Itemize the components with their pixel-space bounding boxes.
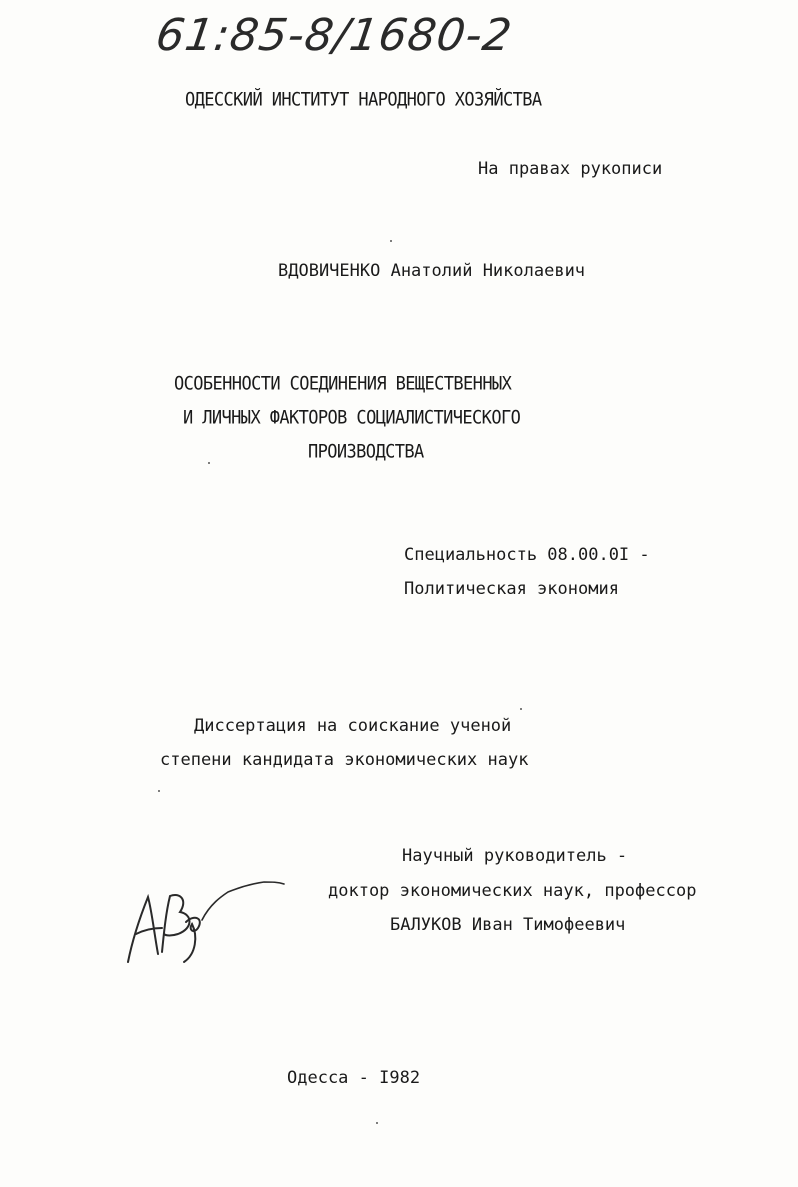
title-line-3: ПРОИЗВОДСТВА bbox=[308, 441, 424, 463]
supervisor-degree: доктор экономических наук, профессор bbox=[328, 881, 697, 901]
specialty-name: Политическая экономия bbox=[404, 579, 619, 599]
dissertation-line-1: Диссертация на соискание ученой bbox=[194, 716, 512, 736]
speck bbox=[158, 790, 160, 792]
speck bbox=[208, 462, 210, 464]
speck bbox=[390, 240, 392, 242]
institution-name: ОДЕССКИЙ ИНСТИТУТ НАРОДНОГО ХОЗЯЙСТВА bbox=[185, 89, 542, 111]
supervisor-name: БАЛУКОВ Иван Тимофеевич bbox=[390, 915, 626, 935]
place-year: Одесса - I982 bbox=[287, 1068, 421, 1088]
title-line-2: И ЛИЧНЫХ ФАКТОРОВ СОЦИАЛИСТИЧЕСКОГО bbox=[183, 407, 521, 429]
author-name: ВДОВИЧЕНКО Анатолий Николаевич bbox=[278, 261, 586, 281]
archive-code: 61:85-8/1680-2 bbox=[152, 10, 516, 61]
speck bbox=[376, 1122, 378, 1124]
supervisor-role: Научный руководитель - bbox=[402, 846, 628, 866]
handwritten-signature bbox=[118, 862, 288, 972]
dissertation-line-2: степени кандидата экономических наук bbox=[160, 750, 529, 770]
title-line-1: ОСОБЕННОСТИ СОЕДИНЕНИЯ ВЕЩЕСТВЕННЫХ bbox=[174, 373, 512, 395]
specialty-code: Специальность 08.00.0I - bbox=[404, 545, 650, 565]
speck bbox=[520, 708, 522, 710]
manuscript-note: На правах рукописи bbox=[478, 159, 663, 179]
